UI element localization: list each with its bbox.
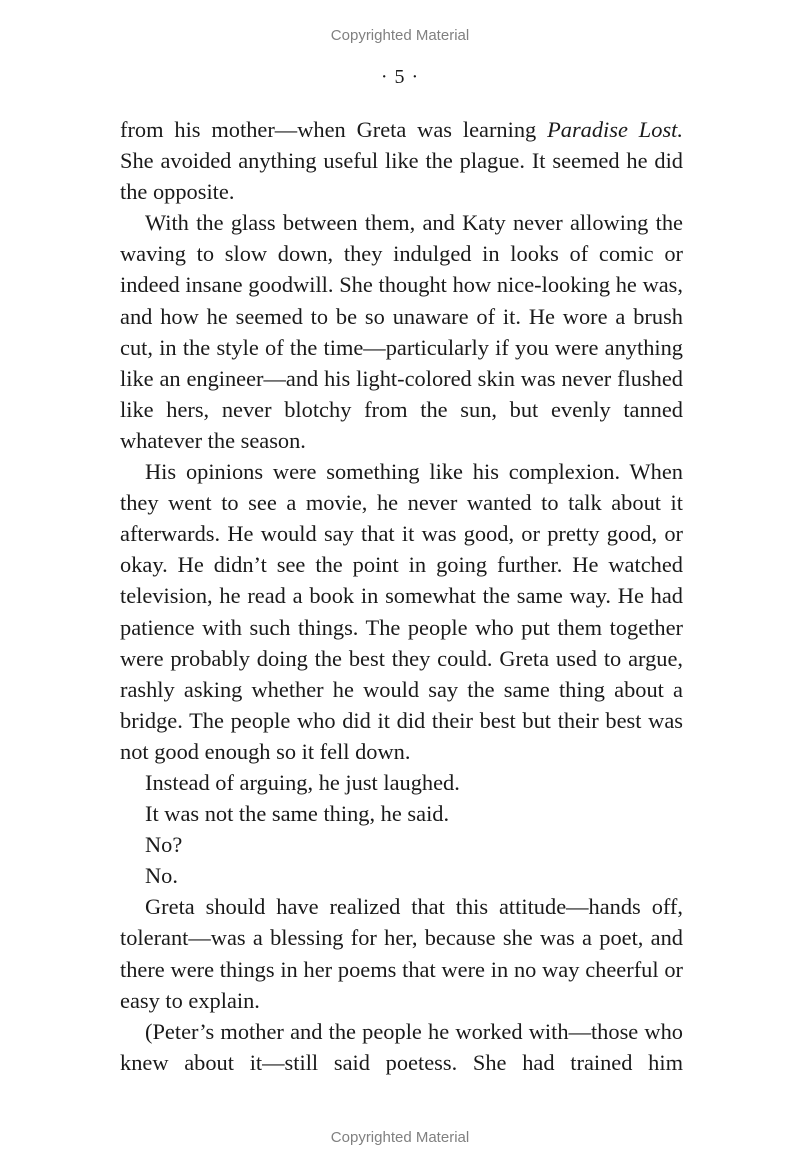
page-number-value: 5 — [394, 66, 406, 88]
paragraph: (Peter’s mother and the people he worked with—those who knew about it—still said poetess. She had trained him — [120, 1018, 683, 1075]
book-title: Paradise Lost. — [547, 117, 683, 142]
copyright-watermark-bottom: Copyrighted Material — [330, 1129, 470, 1146]
paragraph: His opinions were something like his complexion. When they went to see a movie, he never wanted to talk about it afterwards. He would say that it was good, or pretty good, or okay. He didn’t see the point in going further. He watched television, he read a book in somewhat the same way. He had patience with such things. The people who put them together were probably doing the best they could. Greta used to argue, rashly asking whether he would say the same thing about a bridge. The people who did it did their best but their best was not good enough so it fell down. — [120, 459, 683, 764]
body-text — [120, 114, 683, 1078]
paragraph: No. — [145, 863, 178, 889]
paragraph: It was not the same thing, he said. — [145, 801, 450, 827]
paragraph: With the glass between them, and Katy never allowing the waving to slow down, they indulged in looks of comic or indeed insane goodwill. She thought how nice-looking he was, and how he seemed to be so unaware of it. He wore a brush cut, in the style of the time—particularly if you were anything like an engineer—and his light-colored skin was never flushed like hers, never blotchy from the sun, but evenly tanned whatever the season. — [120, 210, 683, 453]
paragraph: No? — [145, 832, 183, 858]
paragraph: Greta should have realized that this attitude—hands off, tolerant—was a blessing for her, because she was a poet, and there were things in her poems that were in no way cheerful or easy to explain. — [120, 894, 683, 1013]
paragraph: from his mother—when Greta was learning Paradise Lost. She avoided anything useful like the plague. It seemed he did the opposite. — [120, 117, 683, 205]
copyright-watermark-top: Copyrighted Material — [330, 27, 470, 44]
paragraph: Instead of arguing, he just laughed. — [145, 769, 460, 795]
page-number: · 5 · — [380, 66, 420, 88]
